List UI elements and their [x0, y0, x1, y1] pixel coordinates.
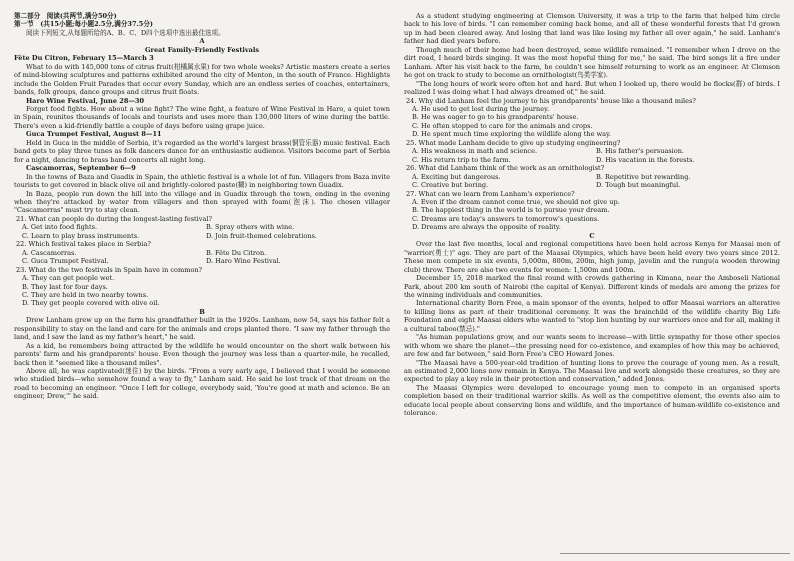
answer-option[interactable]: D. His vacation in the forests.: [596, 155, 695, 164]
left-column: [14, 12, 390, 401]
festival-heading: Haro Wine Festival, June 28—30: [26, 96, 145, 105]
passage-c-paragraph: "The Maasai have a 500-year-old tradition of hunting lions to prove the courage of young men. As a result, an estimated 2,000 lions now remain in Kenya. The Maasai live and work alongside these creatures, so they are expected to play a key role in their protection and conservation," added Jones.: [404, 358, 780, 384]
passage-b-paragraph: Drew Lanham grew up on the farm his grandfather built in the 1920s. Lanham, now 54, says his father felt a responsibility to stay on the land and care for the animals and crops planted there. "I saw my father through the land, and I saw the land as my father's heart," he said.: [14, 316, 390, 342]
question-stem: 26. What did Lanham think of the work as an ornithologist?: [406, 164, 605, 173]
instruction: 阅读下列短文,从每题所给的A、B、C、D四个选项中选出最佳选项。: [26, 28, 225, 37]
answer-option[interactable]: C. Learn to play brass instruments.: [22, 231, 140, 240]
festival-body: Forget food fights. How about a wine fight? The wine fight, a feature of Wine Festival in Haro, a quiet town in Spain, reunites thousands of locals and tourists and uses more than 130,000 liters of wine during the battle. There's even a kid-friendly battle a couple of days before using grape juice.: [14, 104, 390, 130]
festival-heading: Cascamorras, September 6—9: [26, 164, 136, 173]
section-title: 第一节 (共15小题;每小题2.5分,满分37.5分): [14, 20, 153, 29]
festival-body: Held in Guca in the middle of Serbia, it's regarded as the world's largest brass(铜管乐器) music festival. Each band gets to play three tunes as folk dancers dance for an enthusiastic audience. Visitors become part of Serbia for a night, dancing to brass band concerts all night long.: [14, 138, 390, 164]
answer-option[interactable]: D. Haro Wine Festival.: [206, 257, 281, 266]
answer-option[interactable]: D. They get people covered with olive oil.: [22, 299, 160, 308]
answer-option[interactable]: C. His return trip to the farm.: [412, 155, 511, 164]
answer-option[interactable]: C. Guca Trumpet Festival.: [22, 257, 109, 266]
question-stem: 24. Why did Lanham feel the journey to his grandparents' house like a thousand miles?: [406, 96, 696, 105]
passage-b-paragraph: "The long hours of work were often hot and hard. But when I looked up, there would be flocks(群) of birds. I realized I was doing what I had always dreamed of," he said.: [404, 79, 780, 97]
answer-option[interactable]: C. They are held in two nearby towns.: [22, 290, 149, 299]
answer-option[interactable]: B. Fête Du Citron.: [206, 248, 267, 257]
answer-option[interactable]: D. Join fruit-themed celebrations.: [206, 231, 317, 240]
question-stem: 22. Which festival takes place in Serbia?: [16, 240, 151, 249]
answer-option[interactable]: A. He used to get lost during the journey.: [412, 104, 550, 113]
answer-option[interactable]: A. Get into food fights.: [22, 223, 98, 232]
right-column: [404, 12, 780, 418]
passage-b-letter: B: [199, 307, 205, 316]
passage-b-paragraph: Though much of their home had been destroyed, some wildlife remained. "I remember when I drove on the dirt road, I heard birds singing. It was the most hopeful thing for me," he said. The bird songs lit a fire under Lanham. After his visit back to the farm, he couldn't see himself returning to work as an engineer. At Clemson he got on track to study to become an ornithologist(鸟类学家).: [404, 45, 780, 80]
answer-option[interactable]: A. Cascamorras.: [22, 248, 77, 257]
part-title: 第二部分 阅读(共两节,满分50分): [14, 12, 117, 20]
page-footer-rule: [560, 553, 790, 557]
festival-body: In Baza, people run down the hill into the village and in Guadix through the town, ending in the evening when they're attacked by water from villagers and then sprayed with foam(泡沫). The chosen villager "Cascamorras" must try to stay clean.: [14, 189, 390, 215]
passage-c-paragraph: Over the last five months, local and regional competitions have been held across Kenya for Maasai men of "warrior(勇士)" age. They are part of the Maasai Olympics, which have been held every two years since 2012. These men compete in six events, 5,000m, 800m, 200m, high jump, javelin and the rungu(a wooden throwing club) throw. There are also two events for women: 1,500m and 100m.: [404, 240, 780, 274]
answer-option[interactable]: D. Tough but meaningful.: [596, 181, 681, 190]
passage-b-paragraph: As a kid, he remembers being attracted by the wildlife he would encounter on the short walk between his parents' farm and his grandparents' house. Even though the journey was less than a quarter-mile, he recalled, back then it "seemed like a thousand miles".: [14, 341, 390, 367]
answer-option[interactable]: A. His weakness in math and science.: [412, 147, 538, 156]
festival-heading: Fête Du Citron, February 15—March 3: [14, 54, 154, 63]
passage-a-letter: A: [199, 37, 205, 46]
passage-c-paragraph: The Maasai Olympics were developed to encourage young men to compete in an organised sports completion based on their traditional warrior skills. As well as the competitive element, the events also aim to educate local people about conserving lions and wildlife, and the importance of human-wildlife co-existence and tolerance.: [404, 383, 780, 418]
passage-a-title: Great Family-Friendly Festivals: [144, 45, 260, 54]
question-stem: 25. What made Lanham decide to give up studying engineering?: [406, 138, 621, 147]
question-stem: 21. What can people do during the longest-lasting festival?: [16, 214, 212, 223]
answer-option[interactable]: D. Dreams are always the opposite of reality.: [412, 223, 561, 232]
answer-option[interactable]: B. The happiest thing in the world is to pursue your dream.: [412, 206, 610, 215]
passage-c-paragraph: International charity Born Free, a main sponsor of the events, helped to offer Maasai warriors an alterative to killing lions as part of their traditional ceremony. It was the brainchild of the wildlife charity Big Life Foundation and eight Maasai elders who wanted to "stop lion hunting by our warriors once and for all, making it a cultural taboo(禁忌).": [404, 299, 780, 333]
answer-option[interactable]: C. He often stopped to care for the animals and crops.: [412, 121, 593, 130]
answer-option[interactable]: A. Even if the dream cannot come true, we should not give up.: [412, 197, 620, 206]
answer-option[interactable]: B. His father's persuasion.: [596, 147, 685, 156]
passage-c-paragraph: "As human populations grow, and our wants seem to increase—with little sympathy for those other species with whom we share the planet—the pressing need for co-existence, and examples of how this may be achieved, are few and far between," said Born Free's CEO Howard Jones.: [404, 333, 780, 359]
answer-option[interactable]: D. He spent much time exploring the wildlife along the way.: [412, 130, 611, 139]
answer-option[interactable]: C. Dreams are today's answers to tomorrow's questions.: [412, 214, 600, 223]
festival-heading: Guca Trumpet Festival, August 8—11: [26, 130, 162, 139]
passage-b-paragraph: Above all, he was captivated(迷住) by the birds. "From a very early age, I believed that I would be someone who studied birds—who somehow found a way to fly," Lanham said. He said he lost track of that dream on the road to becoming an engineer. "Once I left for college, everybody said, 'You're good at math and science. Be an engineer, Drew,'" he said.: [14, 367, 390, 401]
passage-b-paragraph: As a student studying engineering at Clemson University, it was a trip to the farm that helped him circle back to his love of birds. "I can remember coming back home, and all of these wonderful forests that I'd grown up in had been cleared away. And losing that land was like losing my father all over again," he said. Lanham's father had died years before.: [404, 12, 780, 46]
passage-c-paragraph: December 15, 2018 marked the final round with crowds gathering in Kimana, near the Amboseli National Park, about 200 km south of Nairobi (the capital of Kenya). Different kinds of medals are among the prizes for the winning individuals and communities.: [404, 274, 780, 299]
answer-option[interactable]: C. Creative but boring.: [412, 181, 489, 190]
answer-option[interactable]: B. They last for four days.: [22, 282, 108, 291]
answer-option[interactable]: A. Exciting but dangerous.: [412, 172, 501, 181]
question-stem: 23. What do the two festivals in Spain have in common?: [16, 265, 203, 274]
passage-c-letter: C: [589, 231, 595, 240]
answer-option[interactable]: B. Spray others with wine.: [206, 223, 295, 232]
festival-body: In the towns of Baza and Guadix in Spain, the athletic festival is a whole lot of fun. Villagers from Baza invite tourists to get covered in black olive oil and brightly-colored paste(糊) in neighboring town Guadix.: [14, 172, 390, 190]
question-stem: 27. What can we learn from Lanham's experience?: [406, 189, 575, 198]
festival-body: What to do with 145,000 tons of citrus fruit(柑橘属水果) for two whole weeks? Artistic masters create a series of mind-blowing sculptures and patterns exhibited around the city of Menton, in the south of France. Highlights include the Golden Fruit Parades that occur every Sunday, which are an endless series of coaches, entertainers, bands, folk groups, dance groups and citrus fruit floats.: [14, 62, 390, 97]
answer-option[interactable]: A. They can get people wet.: [22, 274, 115, 283]
answer-option[interactable]: B. Repetitive but rewarding.: [596, 172, 691, 181]
answer-option[interactable]: B. He was eager to go to his grandparents' house.: [412, 113, 579, 122]
